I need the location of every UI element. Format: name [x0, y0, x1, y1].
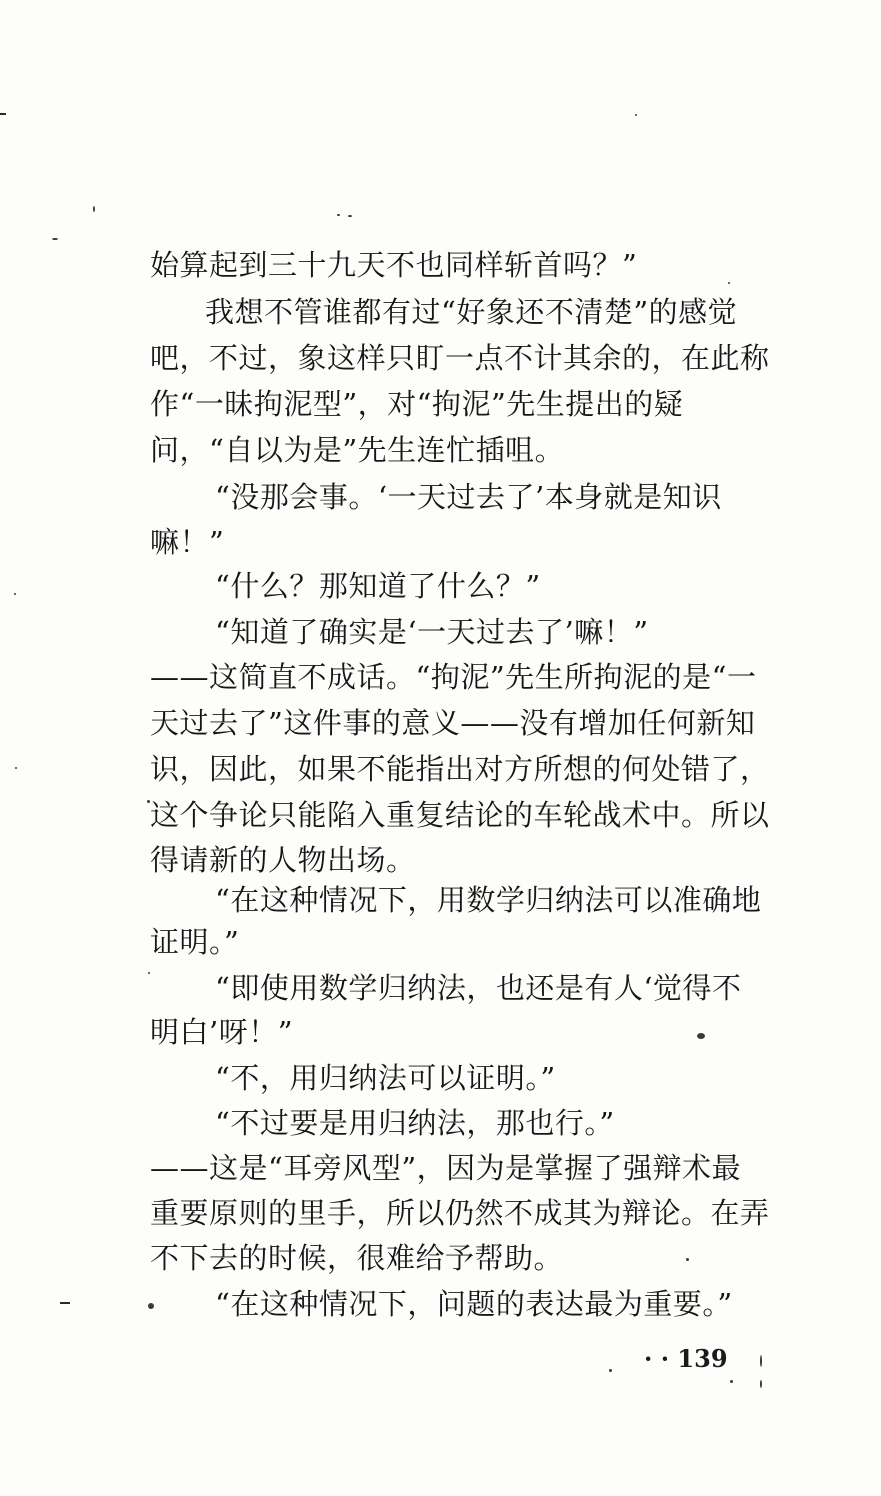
text-line: “没那会事。‘一天过去了’本身就是知识 — [215, 480, 722, 514]
text-line: 天过去了”这件事的意义——没有增加任何新知 — [150, 706, 756, 740]
scan-speck — [14, 593, 16, 595]
text-line: “不，用归纳法可以证明。” — [215, 1061, 556, 1095]
text-line: “不过要是用归纳法，那也行。” — [215, 1106, 615, 1140]
text-line: 始算起到三十九天不也同样斩首吗？” — [150, 248, 638, 282]
text-line: 证明。” — [150, 925, 240, 959]
text-line: 嘛！” — [150, 525, 225, 559]
text-line: ——这是“耳旁风型”，因为是掌握了强辩术最 — [150, 1151, 742, 1185]
page-number-dots: · · — [644, 1344, 678, 1373]
scan-speck — [760, 1355, 762, 1367]
scan-speck — [148, 1303, 154, 1309]
scan-speck — [635, 114, 637, 116]
scan-speck — [337, 214, 340, 216]
scan-speck — [348, 215, 352, 217]
text-line: 明白’呀！” — [150, 1015, 294, 1049]
text-line: 我想不管谁都有过“好象还不清楚”的感觉 — [205, 295, 738, 329]
text-line: 问，“自以为是”先生连忙插咀。 — [150, 433, 565, 467]
text-line: 识，因此，如果不能指出对方所想的何处错了， — [150, 752, 770, 786]
text-line: “即使用数学归纳法，也还是有人‘觉得不 — [215, 971, 742, 1005]
text-line: 这个争论只能陷入重复结论的车轮战术中。所以 — [150, 798, 770, 832]
text-line: 重要原则的里手，所以仍然不成其为辩论。在弄 — [150, 1196, 770, 1230]
text-line: 得请新的人物出场。 — [150, 843, 416, 877]
scan-speck — [52, 238, 58, 240]
scan-mark — [60, 1302, 70, 1304]
text-line: ——这简直不成话。“拘泥”先生所拘泥的是“一 — [150, 660, 757, 694]
text-line: “在这种情况下，问题的表达最为重要。” — [215, 1287, 733, 1321]
text-line: “知道了确实是‘一天过去了’嘛！” — [215, 615, 649, 649]
scan-mark — [0, 113, 6, 115]
page-number-value: 139 — [677, 1344, 728, 1373]
scan-speck — [148, 972, 150, 974]
scan-speck — [15, 767, 17, 769]
scan-speck — [609, 1369, 612, 1372]
text-line: “在这种情况下，用数学归纳法可以准确地 — [215, 883, 762, 917]
scan-speck — [730, 1380, 733, 1383]
text-line: 吧，不过，象这样只盯一点不计其余的，在此称 — [150, 341, 770, 375]
page-number — [644, 1344, 728, 1373]
text-line: 不下去的时候，很难给予帮助。 — [150, 1241, 564, 1275]
scan-speck — [760, 1380, 762, 1388]
text-line: “什么？那知道了什么？” — [215, 569, 541, 603]
scan-speck — [93, 206, 95, 212]
text-line: 作“一昧拘泥型”，对“拘泥”先生提出的疑 — [150, 387, 684, 421]
